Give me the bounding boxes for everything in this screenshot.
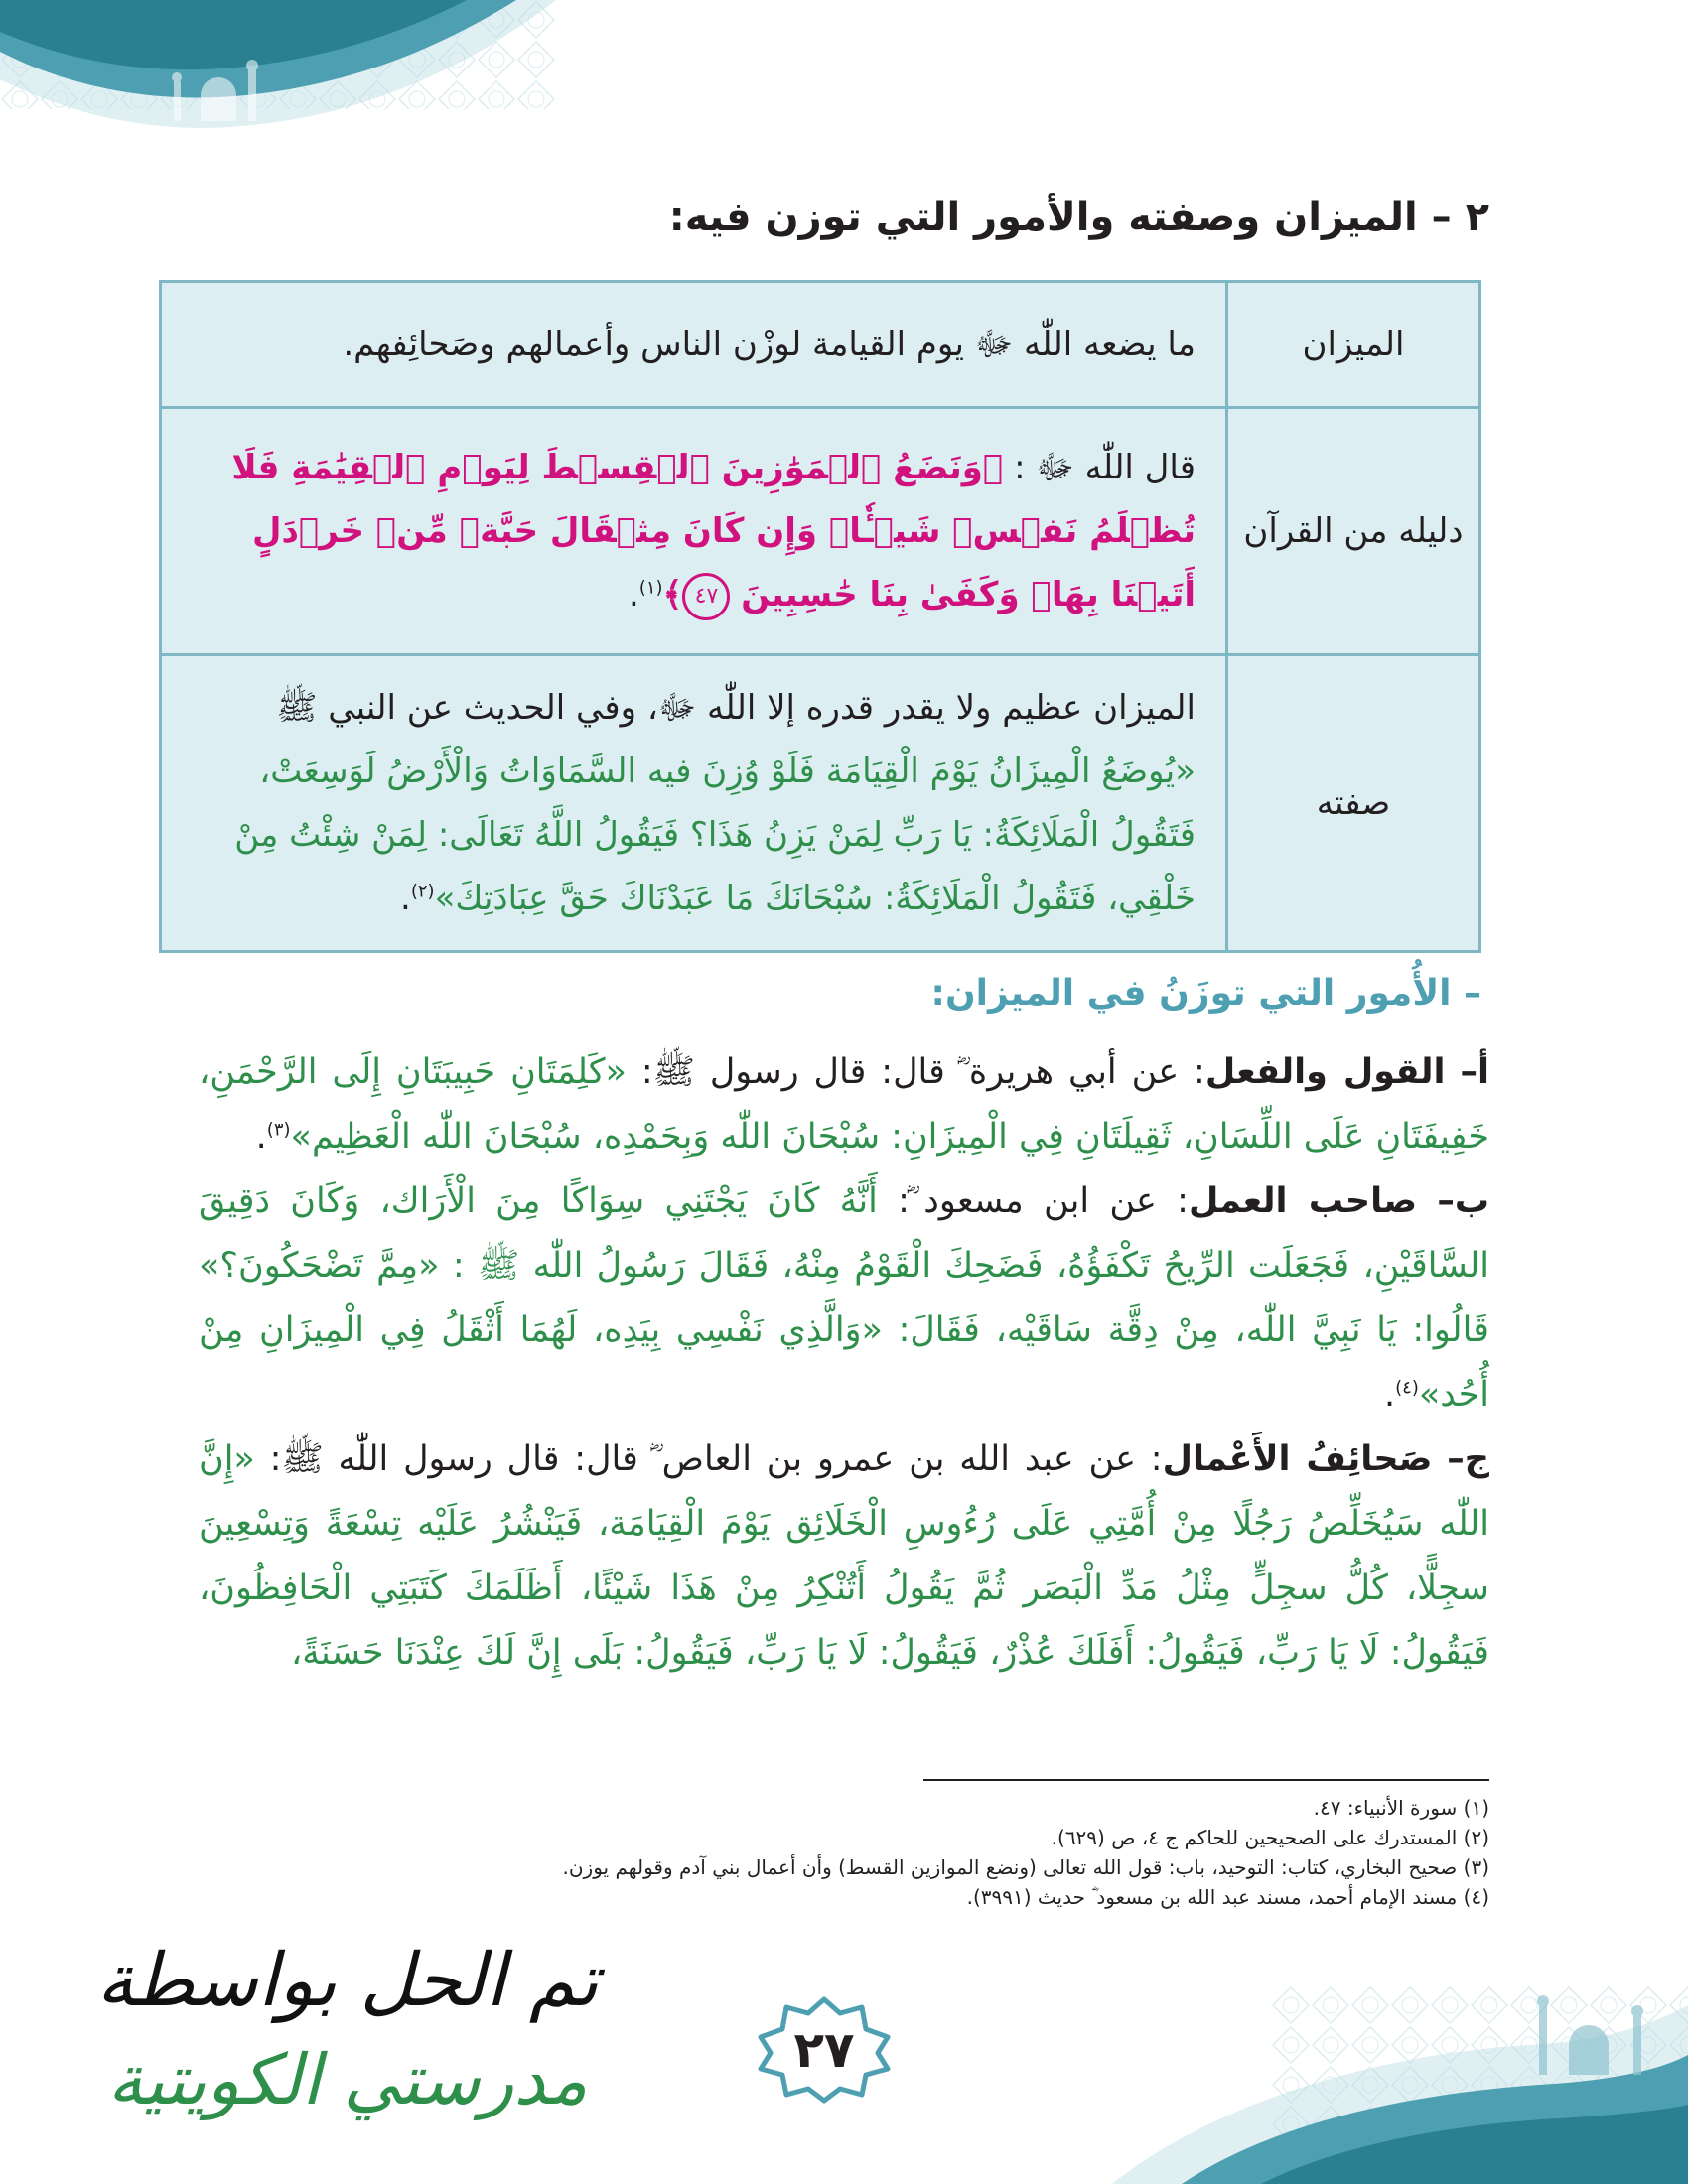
item-name: صاحب العمل — [1188, 1181, 1418, 1221]
footnotes — [199, 1793, 1489, 1912]
handwritten-note — [70, 1931, 626, 2129]
item-letter: ب– — [1437, 1181, 1489, 1221]
item-hadith: «كَلِمَتَانِ حَبِيبَتَانِ إِلَى الرَّحْمَنِ، خَفِيفَتَانِ عَلَى اللِّسَانِ، ثَقِيلَتَانِ فِي الْمِيزَانِ: سُبْحَانَ اللّٰه وَبِحَمْدِه، سُبْحَانَ اللّٰه الْعَظِيم» — [199, 1052, 1489, 1157]
handwritten-line: تم الحل بواسطة — [96, 1938, 599, 2023]
table-row — [161, 408, 1480, 655]
footnote-ref: (٤) — [1395, 1377, 1419, 1399]
definition-cell — [161, 282, 1227, 408]
footnote-divider — [923, 1779, 1489, 1781]
footnote: (٢) المستدرك على الصحيحين للحاكم ج ٤، ص (٦٢٩). — [1051, 1826, 1489, 1849]
item-name: القول والفعل — [1204, 1052, 1446, 1092]
item-hadith: «إِنَّ اللّٰه سَيُخَلِّصُ رَجُلًا مِنْ أُمَّتِي عَلَى رُءُوسِ الْخَلَائِق يَوْمَ الْقِيَامَة، فَيَنْشُرُ عَلَيْه تِسْعَةً وَتِسْعِينَ سجِلًّا، كُلُّ سجِلٍّ مِثْلُ مَدِّ الْبَصَر ثُمَّ يَقُولُ أَتُنْكِرُ مِنْ هَذَا شَيْئًا، أَظَلَمَكَ كَتَبَتِي الْحَافِظُونَ، فَيَقُولُ: لَا يَا رَبِّ، فَيَقُولُ: أَفَلَكَ عُذْرٌ، فَيَقُولُ: لَا يَا رَبِّ، فَيَقُولُ: بَلَى إِنَّ لَكَ عِنْدَنَا حَسَنَةً، — [199, 1439, 1489, 1673]
weighed-things-list — [199, 1040, 1489, 1686]
item-intro: : عن ابن مسعود ؓ: — [898, 1181, 1189, 1221]
item-letter: أ– — [1460, 1052, 1489, 1092]
footnote-ref: (٣) — [266, 1119, 291, 1141]
quran-evidence-cell: قال اللّٰه ﷻ : ﴿وَنَضَعُ ٱلۡمَوَٰزِينَ ٱلۡقِسۡطَ لِيَوۡمِ ٱلۡقِيَٰمَةِ فَلَا تُظۡلَمُ نَفۡسٞ شَيۡـٔٗاۖ وَإِن كَانَ مِثۡقَالَ حَبَّةٖ مِّنۡ خَرۡدَلٍ أَتَيۡنَا بِهَاۗ وَكَفَىٰ بِنَا حَٰسِبِينَ ٤٧﴾$^{(١)}$. — [161, 408, 1227, 655]
hadith-text: «يُوضَعُ الْمِيزَانُ يَوْمَ الْقِيَامَة فَلَوْ وُزِنَ فيه السَّمَاوَاتُ وَالْأَرْضُ لَوَسِعَتْ، فَتَقُولُ الْمَلَائِكَةُ: يَا رَبِّ لِمَنْ يَزِنُ هَذَا؟ فَيَقُولُ اللَّهُ تَعَالَى: لِمَنْ شِئْتُ مِنْ خَلْقِي، فَتَقُولُ الْمَلَائِكَةُ: سُبْحَانَكَ مَا عَبَدْنَاكَ حَقَّ عِبَادَتِكَ» — [234, 751, 1196, 918]
description-intro: الميزان عظيم ولا يقدر قدره إلا اللّٰه ﷻ، وفي الحديث عن النبي ﷺ — [276, 688, 1196, 728]
weighed-things-title: – الأُمور التي توزَنُ في الميزان: — [930, 973, 1481, 1014]
page-number-badge — [755, 1995, 894, 2105]
table-row — [161, 282, 1480, 408]
row-label: صفته — [1227, 655, 1480, 952]
item-name: صَحائِفُ الأَعْمال — [1162, 1439, 1433, 1479]
description-cell: الميزان عظيم ولا يقدر قدره إلا اللّٰه ﷻ، وفي الحديث عن النبي ﷺ «يُوضَعُ الْمِيزَانُ يَوْمَ الْقِيَامَة فَلَوْ وُزِنَ فيه السَّمَاوَاتُ وَالْأَرْضُ لَوَسِعَتْ، فَتَقُولُ الْمَلَائِكَةُ: يَا رَبِّ لِمَنْ يَزِنُ هَذَا؟ فَيَقُولُ اللَّهُ تَعَالَى: لِمَنْ شِئْتُ مِنْ خَلْقِي، فَتَقُولُ الْمَلَائِكَةُ: سُبْحَانَكَ مَا عَبَدْنَاكَ حَقَّ عِبَادَتِكَ»$^{(٢)}$. — [161, 655, 1227, 952]
footnote: (١) سورة الأنبياء: ٤٧. — [1313, 1796, 1489, 1820]
footnote: (٣) صحيح البخاري، كتاب: التوحيد، باب: قول الله تعالى (ونضع الموازين القسط) وأن أعمال بني آدم وقولهم يوزن. — [562, 1855, 1489, 1879]
handwritten-line: مدرستي الكويتية — [107, 2039, 588, 2120]
definition-text: ما يضعه اللّٰه ﷻ يوم القيامة لوزْن الناس وأعمالهم وصَحائِفهم. — [343, 325, 1196, 364]
page-number: ٢٧ — [793, 2021, 855, 2079]
quran-intro: قال اللّٰه ﷻ : — [1014, 448, 1196, 487]
ayah-number-marker: ٤٧ — [682, 573, 730, 620]
bottom-corner-decoration-icon — [1072, 1946, 1688, 2184]
item-intro: : عن عبد الله بن عمرو بن العاص ؓ قال: قال رسول اللّٰه ﷺ: — [269, 1439, 1163, 1479]
row-label: الميزان — [1227, 282, 1480, 408]
list-item: أ– القول والفعل: عن أبي هريرة ؓ قال: قال رسول ﷺ: «كَلِمَتَانِ حَبِيبَتَانِ إِلَى الرَّحْمَنِ، خَفِيفَتَانِ عَلَى اللِّسَانِ، ثَقِيلَتَانِ فِي الْمِيزَانِ: سُبْحَانَ اللّٰه وَبِحَمْدِه، سُبْحَانَ اللّٰه الْعَظِيم»$^{(٣)}$. — [199, 1052, 1489, 1157]
footnote: (٤) مسند الإمام أحمد، مسند عبد الله بن مسعود ؓ حديث (٣٩٩١). — [966, 1885, 1489, 1909]
footnote-ref: (١) — [638, 577, 663, 599]
section-title: ٢ – الميزان وصفته والأمور التي توزن فيه: — [668, 195, 1489, 240]
footnote-ref: (٢) — [410, 881, 435, 902]
row-label: دليله من القرآن — [1227, 408, 1480, 655]
table-row — [161, 655, 1480, 952]
quran-verse: ﴿وَنَضَعُ ٱلۡمَوَٰزِينَ ٱلۡقِسۡطَ لِيَوۡمِ ٱلۡقِيَٰمَةِ فَلَا تُظۡلَمُ نَفۡسٞ شَيۡـٔٗاۖ وَإِن كَانَ مِثۡقَالَ حَبَّةٖ مِّنۡ خَرۡدَلٍ أَتَيۡنَا بِهَاۗ وَكَفَىٰ بِنَا حَٰسِبِينَ — [231, 448, 1196, 614]
item-hadith: أَنَّهُ كَانَ يَجْتَنِي سِوَاكًا مِنَ الْأَرَاك، وَكَانَ دَقِيقَ السَّاقَيْنِ، فَجَعَلَت الرِّيحُ تَكْفَؤُهُ، فَضَحِكَ الْقَوْمُ مِنْهُ، فَقَالَ رَسُولُ اللّٰه ﷺ : «مِمَّ تَضْحَكُونَ؟» قَالُوا: يَا نَبِيَّ اللّٰه، مِنْ دِقَّة سَاقَيْه، فَقَالَ: «وَالَّذِي نَفْسِي بِيَدِه، لَهُمَا أَثْقَلُ فِي الْمِيزَانِ مِنْ أُحُد» — [199, 1181, 1489, 1415]
list-item — [199, 1428, 1489, 1686]
item-letter: ج– — [1447, 1439, 1489, 1479]
item-intro: : عن أبي هريرة ؓ قال: قال رسول ﷺ: — [640, 1052, 1205, 1092]
list-item: ب– صاحب العمل: عن ابن مسعود ؓ: أَنَّهُ كَانَ يَجْتَنِي سِوَاكًا مِنَ الْأَرَاك، وَكَانَ دَقِيقَ السَّاقَيْنِ، فَجَعَلَت الرِّيحُ تَكْفَؤُهُ، فَضَحِكَ الْقَوْمُ مِنْهُ، فَقَالَ رَسُولُ اللّٰه ﷺ : «مِمَّ تَضْحَكُونَ؟» قَالُوا: يَا نَبِيَّ اللّٰه، مِنْ دِقَّة سَاقَيْه، فَقَالَ: «وَالَّذِي نَفْسِي بِيَدِه، لَهُمَا أَثْقَلُ فِي الْمِيزَانِ مِنْ أُحُد»$^{(٤)}$. — [199, 1181, 1489, 1415]
mizan-table — [159, 280, 1481, 953]
top-corner-decoration-icon — [0, 0, 556, 159]
